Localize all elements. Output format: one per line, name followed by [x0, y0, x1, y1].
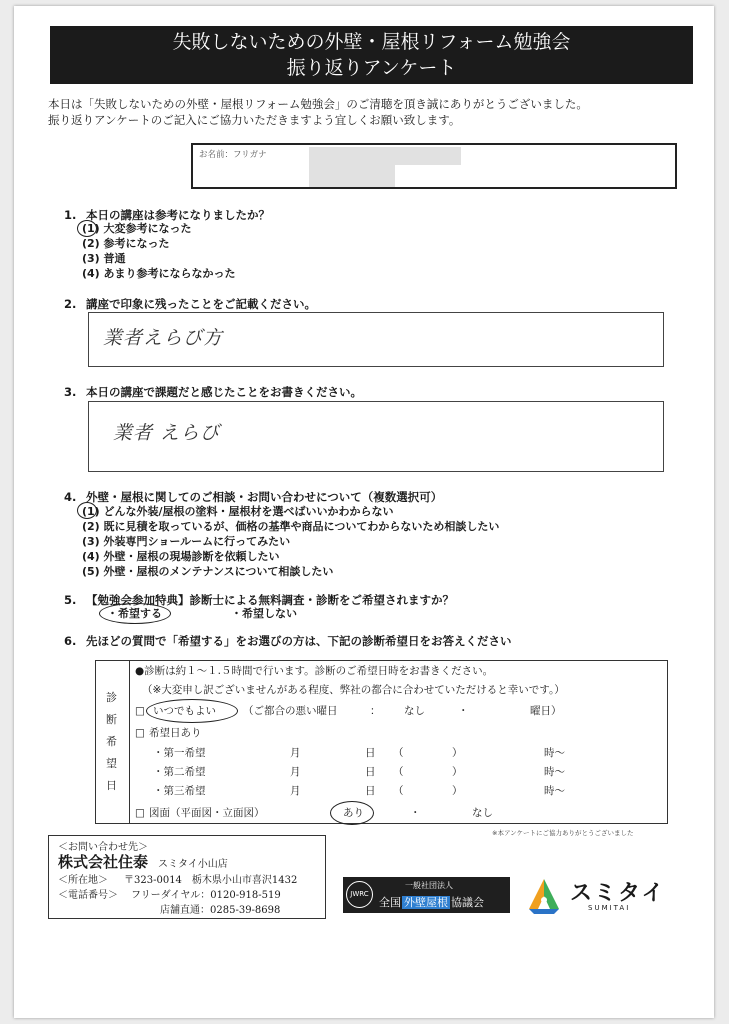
branch-name: スミタイ小山店 [158, 859, 228, 870]
sumitai-triangle-icon [524, 876, 566, 916]
plan-selected-circle [330, 801, 374, 825]
anytime-checkbox[interactable]: □ [135, 705, 145, 717]
question-6-text: 先ほどの質問で「希望する」をお選びの方は、下記の診断希望日をお答えください [86, 634, 512, 648]
title-band [50, 26, 693, 84]
plan-option-no[interactable]: なし [472, 807, 493, 819]
bad-day-none: なし [404, 705, 425, 717]
badge-highlight: 外壁屋根 [404, 896, 448, 909]
question-5: 5. 【勉強会参加特典】診断士による無料調査・診断をご希望されますか？ [64, 593, 454, 607]
question-4: 4. 外壁・屋根に関してのご相談・お問い合わせについて（複数選択可） [64, 490, 443, 504]
intro-text [48, 96, 588, 128]
bad-day-weekday: 曜日） [530, 705, 562, 717]
question-3-text: 本日の講座で課題だと感じたことをお書きください。 [86, 385, 362, 399]
address: 〒323-0014 栃木県小山市喜沢1432 [124, 875, 298, 886]
q1-option-3[interactable]: (3) 普通 [82, 252, 126, 265]
q4-option-2[interactable]: (2) 既に見積を取っているが、価格の基準や商品についてわからないため相談したい [82, 520, 500, 533]
anytime-label: いつでもよい [153, 705, 216, 717]
q1-option-1[interactable]: (1) 大変参考になった [82, 222, 192, 235]
name-field-label: お名前：フリガナ [199, 150, 267, 160]
store-phone: 店舗直通：0285-39-8698 [160, 905, 281, 916]
plan-label: 図面（平面図・立面図） [149, 807, 265, 819]
q1-option-2[interactable]: (2) 参考になった [82, 237, 170, 250]
q1-option-4[interactable]: (4) あまり参考にならなかった [82, 267, 236, 280]
plan-dot: ・ [410, 807, 421, 819]
diagnosis-note-2: （※大変申し訳ございませんがある程度、弊社の都合に合わせていただけると幸いです。） [142, 684, 565, 696]
logo-subtitle: SUMITAI [588, 904, 631, 912]
company-name: 株式会社住泰 [58, 853, 149, 871]
diagnosis-side-label: 診 断 希 望 日 [96, 661, 130, 823]
date-checkbox[interactable]: □ [135, 727, 145, 739]
question-6: 6. 先ほどの質問で「希望する」をお選びの方は、下記の診断希望日をお答えください [64, 634, 512, 648]
q4-option-4[interactable]: (4) 外壁・屋根の現場診断を依頼したい [82, 550, 280, 563]
q4-option-1[interactable]: (1) どんな外装/屋根の塗料・屋根材を選べばいいかわからない [82, 505, 394, 518]
association-badge [343, 877, 510, 913]
q5-selected-circle [99, 603, 171, 624]
question-3: 3. 本日の講座で課題だと感じたことをお書きください。 [64, 385, 362, 399]
q4-option-5[interactable]: (5) 外壁・屋根のメンテナンスについて相談したい [82, 565, 334, 578]
date-label: 希望日あり [149, 727, 202, 739]
redacted-name-2 [309, 165, 395, 187]
q2-handwritten-answer: 業者えらび方 [103, 327, 224, 349]
address-label: ＜所在地＞ [58, 875, 108, 886]
plan-option-yes[interactable]: あり [343, 807, 364, 819]
q1-selected-circle [77, 220, 97, 237]
phone-label: ＜電話番号＞ [58, 890, 118, 901]
intro-line-1: 本日は「失敗しないための外壁・屋根リフォーム勉強会」のご清聴を頂き誠にありがとうございました。 [48, 97, 588, 111]
q5-option-no[interactable]: ・希望しない [231, 607, 297, 620]
redacted-name [309, 147, 461, 165]
bad-day-dot: ・ [458, 705, 469, 717]
jwrc-emblem-icon: JWRC [346, 881, 373, 908]
title-line-2: 振り返りアンケート [286, 57, 457, 79]
logo-name: スミタイ [570, 881, 666, 906]
q3-handwritten-answer: 業者 えらび [113, 422, 221, 444]
q5-option-yes[interactable]: ・希望する [107, 607, 162, 620]
title-line-1: 失敗しないための外壁・屋根リフォーム勉強会 [172, 31, 571, 53]
bad-day-label: （ご都合の悪い曜日 [243, 705, 338, 717]
toll-free-phone: フリーダイヤル：0120-918-519 [131, 890, 281, 901]
sumitai-logo [524, 876, 676, 916]
intro-line-2: 振り返りアンケートのご記入にご協力いただきますよう宜しくお願い致します。 [48, 113, 461, 127]
question-2-text: 講座で印象に残ったことをご記載ください。 [86, 297, 316, 311]
plan-checkbox[interactable]: □ [135, 807, 145, 819]
thanks-note: ※本アンケートにご協力ありがとうございました [492, 829, 634, 837]
question-1-text: 本日の講座は参考になりましたか？ [86, 208, 270, 222]
q4-selected-circle [77, 502, 97, 519]
question-5-text: 【勉強会参加特典】診断士による無料調査・診断をご希望されますか？ [86, 593, 454, 607]
badge-line-2: 全国 外壁屋根 協議会 [379, 896, 484, 909]
q4-option-3[interactable]: (3) 外装専門ショールームに行ってみたい [82, 535, 291, 548]
anytime-selected-circle [146, 699, 238, 723]
bad-day-colon: ： [370, 705, 381, 717]
badge-line-1: 一般社団法人 [405, 881, 453, 890]
diagnosis-note-1: ●診断は約１～１.５時間で行います。診断のご希望日時をお書きください。 [135, 665, 494, 677]
name-field[interactable] [191, 143, 677, 189]
contact-heading: ＜お問い合わせ先＞ [58, 842, 148, 853]
question-4-text: 外壁・屋根に関してのご相談・お問い合わせについて（複数選択可） [86, 490, 443, 504]
question-2: 2. 講座で印象に残ったことをご記載ください。 [64, 297, 316, 311]
question-1: 1. 本日の講座は参考になりましたか？ [64, 208, 270, 222]
